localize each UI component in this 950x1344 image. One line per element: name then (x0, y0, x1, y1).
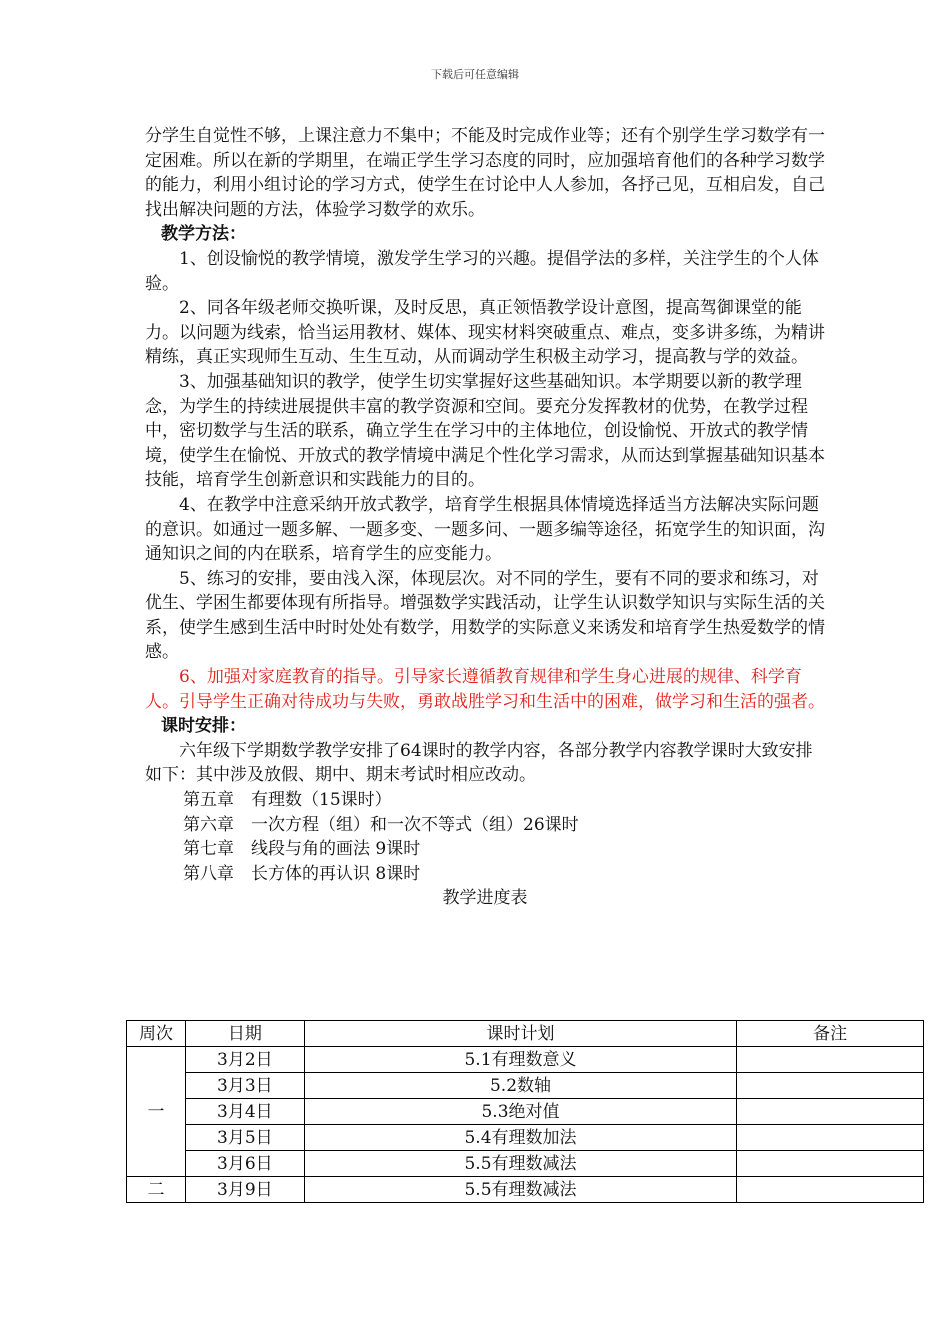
method-2: 2、同各年级老师交换听课，及时反思，真正领悟教学设计意图，提高驾御课堂的能力。以问题为线索，恰当运用教材、媒体、现实材料突破重点、难点，变多讲多练，为精讲精练，真正实现师生互动、生生互动，从而调动学生积极主动学习，提高教与学的效益。 (145, 298, 825, 368)
plan-cell: 5.2数轴 (304, 1073, 736, 1099)
plan-cell: 5.1有理数意义 (304, 1047, 736, 1073)
date-cell: 3月4日 (185, 1099, 304, 1125)
table-row (127, 1099, 924, 1125)
note-cell (737, 1177, 924, 1203)
note-cell (737, 1047, 924, 1073)
week-cell: 一 (127, 1047, 186, 1177)
table-row (127, 1125, 924, 1151)
note-cell (737, 1073, 924, 1099)
table-caption: 教学进度表 (442, 888, 528, 909)
header-date: 日期 (185, 1021, 304, 1047)
week-cell: 二 (127, 1177, 186, 1203)
heading-class-schedule: 课时安排： (161, 716, 246, 737)
document-body (145, 124, 825, 911)
date-cell: 3月6日 (185, 1151, 304, 1177)
schedule-summary: 六年级下学期数学教学安排了64课时的教学内容，各部分教学内容教学课时大致安排如下：其中涉及放假、期中、期末考试时相应改动。 (145, 740, 813, 786)
date-cell: 3月2日 (185, 1047, 304, 1073)
plan-cell: 5.4有理数加法 (304, 1125, 736, 1151)
method-3: 3、加强基础知识的教学，使学生切实掌握好这些基础知识。本学期要以新的教学理念，为学生的持续进展提供丰富的教学资源和空间。要充分发挥教材的优势，在教学过程中，密切数学与生活的联系，确立学生在学习中的主体地位，创设愉悦、开放式的教学情境，使学生在愉悦、开放式的教学情境中满足个性化学习需求，从而达到掌握基础知识基本技能，培育学生创新意识和实践能力的目的。 (145, 371, 825, 491)
plan-cell: 5.5有理数减法 (304, 1177, 736, 1203)
date-cell: 3月5日 (185, 1125, 304, 1151)
chapter-6: 第六章 一次方程（组）和一次不等式（组）26课时 (183, 814, 579, 835)
date-cell: 3月9日 (185, 1177, 304, 1203)
table-header-row (127, 1021, 924, 1047)
heading-teaching-methods: 教学方法： (161, 224, 246, 245)
note-cell (737, 1099, 924, 1125)
chapter-7: 第七章 线段与角的画法 9课时 (183, 839, 421, 860)
plan-cell: 5.5有理数减法 (304, 1151, 736, 1177)
plan-cell: 5.3绝对值 (304, 1099, 736, 1125)
method-1: 1、创设愉悦的教学情境，激发学生学习的兴趣。提倡学法的多样，关注学生的个人体验。 (145, 248, 819, 294)
method-5: 5、练习的安排，要由浅入深，体现层次。对不同的学生，要有不同的要求和练习，对优生、学困生都要体现有所指导。增强数学实践活动，让学生认识数学知识与实际生活的关系，使学生感到生活中时时处处有数学，用数学的实际意义来诱发和培育学生热爱数学的情感。 (145, 568, 825, 663)
chapter-8: 第八章 长方体的再认识 8课时 (183, 863, 421, 884)
header-note: 备注 (737, 1021, 924, 1047)
chapter-5: 第五章 有理数（15课时） (183, 790, 392, 811)
header-plan: 课时计划 (304, 1021, 736, 1047)
table-row (127, 1177, 924, 1203)
date-cell: 3月3日 (185, 1073, 304, 1099)
header-week: 周次 (127, 1021, 186, 1047)
progress-table (126, 1020, 924, 1203)
paragraph-intro: 分学生自觉性不够，上课注意力不集中；不能及时完成作业等；还有个别学生学习数学有一定困难。所以在新的学期里，在端正学生学习态度的同时，应加强培育他们的各种学习数学的能力，利用小组讨论的学习方式，使学生在讨论中人人参加，各抒己见，互相启发，自己找出解决问题的方法，体验学习数学的欢乐。 (145, 126, 825, 220)
page-header: 下载后可任意编辑 (431, 68, 519, 81)
method-6: 6、加强对家庭教育的指导。引导家长遵循教育规律和学生身心进展的规律、科学育人。引导学生正确对待成功与失败，勇敢战胜学习和生活中的困难，做学习和生活的强者。 (145, 667, 825, 712)
note-cell (737, 1151, 924, 1177)
note-cell (737, 1125, 924, 1151)
table-row (127, 1073, 924, 1099)
table-row (127, 1151, 924, 1177)
table-row (127, 1047, 924, 1073)
method-4: 4、在教学中注意采纳开放式教学，培育学生根据具体情境选择适当方法解决实际问题的意识。如通过一题多解、一题多变、一题多问、一题多编等途径，拓宽学生的知识面，沟通知识之间的内在联系，培育学生的应变能力。 (145, 494, 825, 565)
